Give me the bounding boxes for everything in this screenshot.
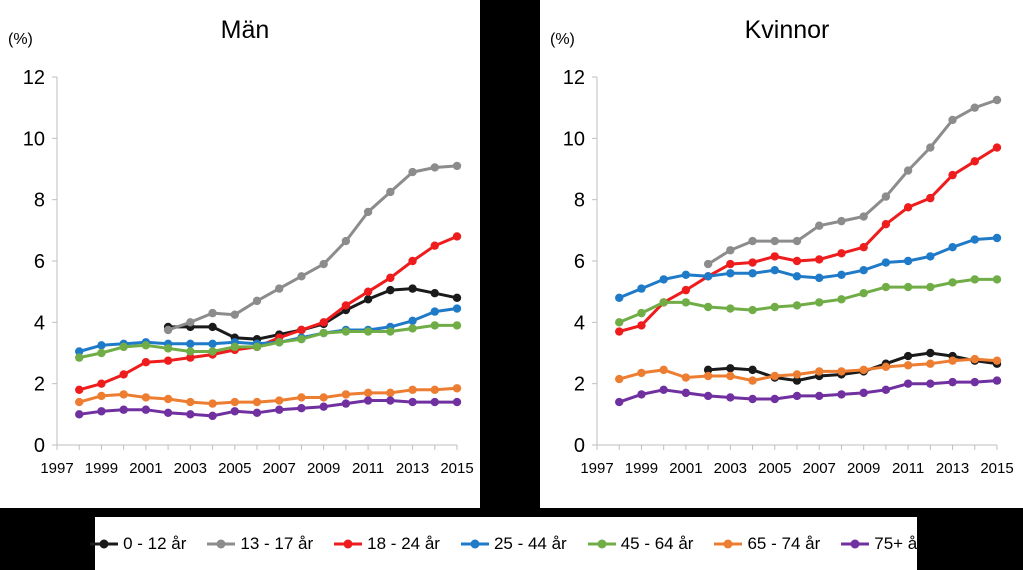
data-point [208,412,216,420]
data-point [815,222,823,230]
data-point [815,255,823,263]
chart-men [0,0,480,508]
x-tick-label: 2001 [669,460,703,477]
data-point [837,249,845,257]
data-point [342,390,350,398]
data-point [748,395,756,403]
series-2 [75,232,461,394]
data-point [726,260,734,268]
data-point [926,360,934,368]
data-point [793,392,801,400]
legend-label: 18 - 24 år [367,533,440,553]
x-tick-label: 2005 [758,460,792,477]
data-point [882,283,890,291]
data-point [704,303,712,311]
data-point [186,318,194,326]
data-point [142,358,150,366]
data-point [882,258,890,266]
data-point [726,304,734,312]
data-point [793,272,801,280]
data-point [297,326,305,334]
data-point [75,353,83,361]
data-point [926,252,934,260]
legend-item [460,534,567,554]
data-point [75,398,83,406]
data-point [231,310,239,318]
y-tick-label: 8 [33,189,45,212]
data-point [97,379,105,387]
legend-marker [333,537,363,551]
data-point [948,243,956,251]
chart-title: Män [220,16,270,44]
data-point [164,409,172,417]
data-point [453,232,461,240]
legend-item [333,534,440,554]
legend-label: 25 - 44 år [493,533,567,553]
x-tick-label: 2013 [935,460,970,477]
legend-marker [89,537,119,551]
data-point [453,304,461,312]
data-point [297,335,305,343]
data-point [431,163,439,171]
data-point [408,324,416,332]
series-line [79,237,457,390]
x-tick-label: 2001 [129,460,163,477]
data-point [726,364,734,372]
x-tick-label: 2009 [306,460,341,477]
data-point [993,143,1001,151]
data-point [637,369,645,377]
data-point [97,407,105,415]
data-point [993,275,1001,283]
data-point [408,257,416,265]
legend-item [89,534,186,554]
data-point [926,283,934,291]
data-point [208,399,216,407]
data-point [948,356,956,364]
data-point [453,321,461,329]
chart-panel-women [540,0,1023,508]
data-point [948,378,956,386]
data-point [253,398,261,406]
data-point [948,116,956,124]
series-3 [615,234,1001,302]
data-point [119,406,127,414]
series-1 [704,96,1001,268]
y-tick-label: 2 [573,373,585,396]
data-point [904,361,912,369]
data-point [704,272,712,280]
data-point [208,309,216,317]
data-point [186,398,194,406]
data-point [748,366,756,374]
data-point [971,275,979,283]
legend-item [206,534,313,554]
data-point [186,347,194,355]
data-point [275,406,283,414]
data-point [386,396,394,404]
data-point [659,386,667,394]
data-point [904,283,912,291]
data-point [971,103,979,111]
data-point [704,372,712,380]
y-tick-label: 4 [33,312,45,335]
data-point [682,389,690,397]
data-point [615,375,623,383]
data-point [164,356,172,364]
data-point [453,384,461,392]
series-5 [615,355,1001,385]
data-point [364,295,372,303]
data-point [859,389,867,397]
data-point [726,269,734,277]
data-point [971,235,979,243]
y-tick-label: 6 [573,251,585,273]
data-point [615,327,623,335]
x-tick-label: 2003 [173,460,208,477]
data-point [948,278,956,286]
data-point [837,390,845,398]
data-point [186,340,194,348]
data-point [297,393,305,401]
data-point [659,275,667,283]
data-point [682,373,690,381]
data-point [342,399,350,407]
data-point [231,343,239,351]
data-point [837,295,845,303]
chart-women [540,0,1023,508]
x-tick-label: 2013 [395,460,430,477]
data-point [319,402,327,410]
y-tick-label: 0 [33,435,45,457]
data-point [119,370,127,378]
data-point [726,372,734,380]
data-point [815,367,823,375]
series-line [619,381,997,403]
data-point [208,323,216,331]
data-point [164,326,172,334]
data-point [993,376,1001,384]
data-point [771,303,779,311]
data-point [659,298,667,306]
chart-title: Kvinnor [744,16,830,44]
data-point [659,366,667,374]
data-point [771,237,779,245]
data-point [253,343,261,351]
y-tick-label: 8 [573,189,585,212]
data-point [431,307,439,315]
data-point [837,367,845,375]
data-point [926,379,934,387]
data-point [164,395,172,403]
legend-label: 75+ år [874,533,923,553]
x-tick-label: 1999 [84,460,119,477]
y-tick-label: 10 [562,128,585,151]
data-point [319,260,327,268]
data-point [837,217,845,225]
data-point [748,237,756,245]
data-point [453,162,461,170]
data-point [748,258,756,266]
data-point [97,341,105,349]
data-point [253,297,261,305]
data-point [364,396,372,404]
data-point [904,203,912,211]
data-point [119,390,127,398]
data-point [164,344,172,352]
series-6 [615,376,1001,406]
data-point [682,271,690,279]
data-point [637,390,645,398]
data-point [637,284,645,292]
series-line [168,166,457,330]
data-point [431,398,439,406]
data-point [431,289,439,297]
data-point [97,349,105,357]
data-point [431,241,439,249]
x-tick-label: 2007 [802,460,836,477]
data-point [726,393,734,401]
data-point [882,220,890,228]
data-point [948,171,956,179]
data-point [971,157,979,165]
data-point [431,321,439,329]
data-point [748,269,756,277]
data-point [364,287,372,295]
data-point [386,286,394,294]
data-point [815,274,823,282]
data-point [837,271,845,279]
data-point [319,329,327,337]
y-tick-label: 12 [22,67,45,89]
x-tick-label: 2015 [440,460,474,477]
legend-marker [840,537,870,551]
legend-marker [460,537,490,551]
data-point [771,372,779,380]
data-point [615,318,623,326]
data-point [208,340,216,348]
y-tick-label: 12 [562,67,585,89]
data-point [408,398,416,406]
x-tick-label: 2009 [846,460,881,477]
x-tick-label: 2011 [351,460,385,477]
data-point [75,386,83,394]
data-point [275,338,283,346]
data-point [926,194,934,202]
data-point [859,366,867,374]
data-point [815,298,823,306]
data-point [615,294,623,302]
data-point [364,208,372,216]
y-tick-label: 6 [33,251,45,273]
legend-marker [713,537,743,551]
data-point [904,352,912,360]
legend-label: 0 - 12 år [123,533,187,553]
series-line [619,238,997,298]
data-point [993,234,1001,242]
y-tick-label: 4 [573,312,585,335]
data-point [231,407,239,415]
data-point [793,257,801,265]
y-tick-label: 2 [33,373,45,396]
x-tick-label: 2003 [713,460,748,477]
data-point [431,386,439,394]
legend-item [587,534,694,554]
data-point [142,406,150,414]
data-point [142,341,150,349]
legend-item [713,534,820,554]
data-point [682,298,690,306]
data-point [319,318,327,326]
data-point [319,393,327,401]
data-point [793,370,801,378]
data-point [386,327,394,335]
data-point [859,289,867,297]
data-point [208,347,216,355]
data-point [748,306,756,314]
data-point [971,378,979,386]
data-point [364,327,372,335]
x-tick-label: 2007 [262,460,296,477]
x-tick-label: 2011 [891,460,925,477]
legend-label: 45 - 64 år [620,533,694,553]
data-point [793,301,801,309]
data-point [231,398,239,406]
data-point [75,410,83,418]
data-point [859,212,867,220]
data-point [615,398,623,406]
data-point [342,327,350,335]
data-point [882,363,890,371]
legend-label: 65 - 74 år [747,533,821,553]
data-point [971,355,979,363]
data-point [859,243,867,251]
data-point [297,404,305,412]
data-point [408,284,416,292]
data-point [386,274,394,282]
series-2 [615,143,1001,335]
data-point [859,266,867,274]
data-point [993,96,1001,104]
chart-panel-men [0,0,480,508]
data-point [364,389,372,397]
data-point [771,395,779,403]
data-point [342,301,350,309]
y-axis-unit-label: (%) [8,31,33,48]
series-line [619,279,997,322]
x-tick-label: 1999 [624,460,659,477]
data-point [993,356,1001,364]
series-line [79,401,457,416]
data-point [882,386,890,394]
data-point [408,168,416,176]
data-point [904,257,912,265]
data-point [771,266,779,274]
legend-marker [206,537,236,551]
data-point [748,376,756,384]
data-point [637,309,645,317]
legend [95,517,923,570]
data-point [342,237,350,245]
data-point [142,393,150,401]
series-4 [615,275,1001,326]
data-point [926,349,934,357]
x-tick-label: 1997 [580,460,614,477]
data-point [297,272,305,280]
legend-marker [587,537,617,551]
data-point [637,321,645,329]
data-point [386,389,394,397]
data-point [186,410,194,418]
data-point [119,343,127,351]
data-point [726,246,734,254]
data-point [97,392,105,400]
legend-item [840,534,923,554]
data-point [904,166,912,174]
series-5 [75,384,461,408]
data-point [682,286,690,294]
series-1 [164,162,461,334]
x-tick-label: 2005 [218,460,252,477]
data-point [793,237,801,245]
data-point [453,294,461,302]
x-tick-label: 2015 [980,460,1014,477]
legend-label: 13 - 17 år [240,533,314,553]
y-axis-unit-label: (%) [550,31,575,48]
data-point [253,409,261,417]
data-point [704,392,712,400]
data-point [882,192,890,200]
x-tick-label: 1997 [40,460,74,477]
y-tick-label: 10 [22,128,45,151]
data-point [453,398,461,406]
data-point [926,143,934,151]
data-point [408,317,416,325]
data-point [386,188,394,196]
data-point [275,284,283,292]
data-point [815,392,823,400]
y-tick-label: 0 [573,435,585,457]
data-point [408,386,416,394]
data-point [904,379,912,387]
data-point [704,260,712,268]
data-point [275,396,283,404]
data-point [771,252,779,260]
